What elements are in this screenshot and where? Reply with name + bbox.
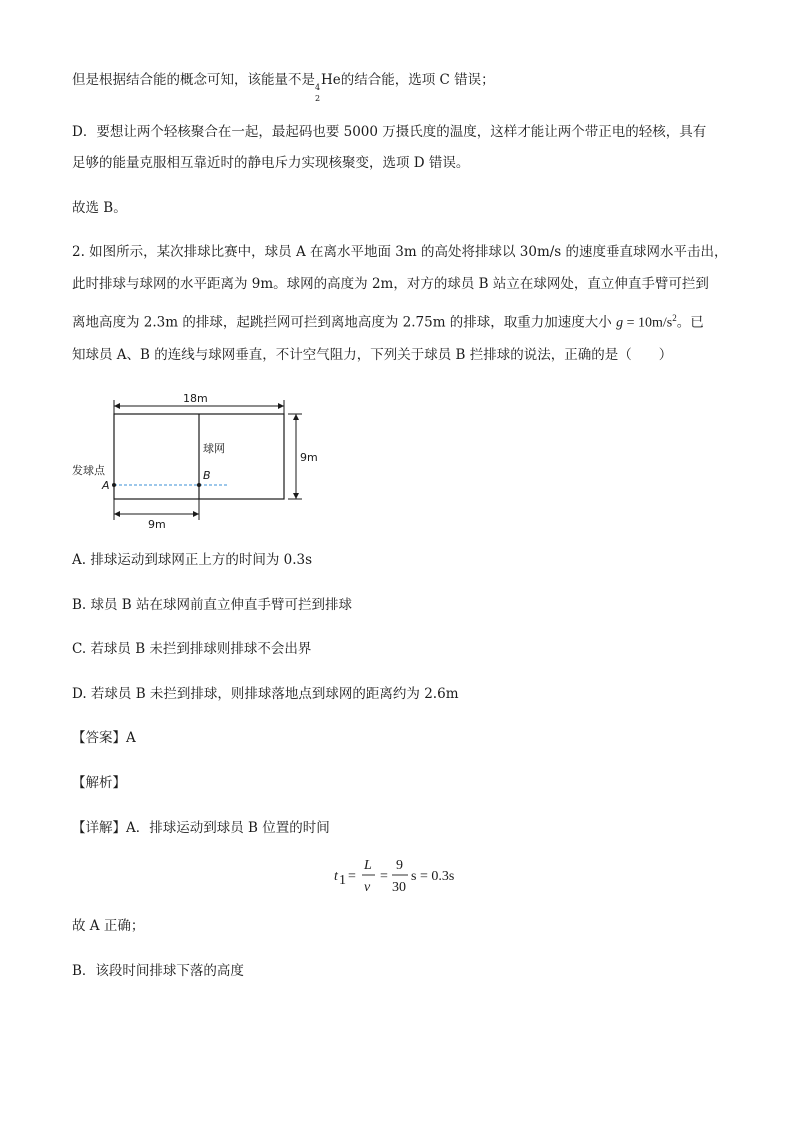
right-arrow-up-icon bbox=[293, 414, 299, 420]
answer-label: 【答案】A bbox=[72, 730, 136, 746]
detail-line: 【详解】A．排球运动到球员 B 位置的时间 bbox=[72, 820, 330, 836]
formula-eq-2: = bbox=[380, 869, 388, 884]
point-b-label: B bbox=[203, 469, 211, 482]
option-b-detail: B．该段时间排球下落的高度 bbox=[72, 963, 244, 979]
option-b: B. 球员 B 站在球网前直立伸直手臂可拦到排球 bbox=[72, 597, 353, 613]
choice-conclusion: 故选 B。 bbox=[72, 200, 127, 216]
question-line-1: 2. 如图所示，某次排球比赛中，球员 A 在离水平地面 3m 的高处将排球以 30m/s 的速度垂直球网水平击出， bbox=[72, 244, 728, 260]
bottom-arrow-left-icon bbox=[114, 511, 120, 517]
right-arrow-down-icon bbox=[293, 493, 299, 499]
question-line-2: 此时排球与球网的水平距离为 9m。球网的高度为 2m，对方的球员 B 站立在球网处，直立伸直手臂可拦到 bbox=[72, 276, 709, 292]
bottom-arrow-right-icon bbox=[193, 511, 199, 517]
net-label: 球网 bbox=[203, 442, 225, 455]
formula-frac2-den: 30 bbox=[392, 880, 406, 895]
time-formula bbox=[330, 852, 470, 898]
top-arrow-right-icon bbox=[278, 403, 284, 409]
question-line-3 bbox=[72, 308, 704, 334]
option-c: C. 若球员 B 未拦到排球则排球不会出界 bbox=[72, 641, 312, 657]
option-d: D. 若球员 B 未拦到排球，则排球落地点到球网的距离约为 2.6m bbox=[72, 686, 459, 702]
analysis-label: 【解析】 bbox=[72, 775, 126, 791]
point-a-label: A bbox=[102, 479, 110, 492]
serve-point-label: 发球点 bbox=[72, 464, 105, 477]
option-d-explanation-2: 足够的能量克服相互靠近时的静电斥力实现核聚变，选项 D 错误。 bbox=[72, 155, 470, 171]
right-dimension-label: 9m bbox=[300, 451, 318, 464]
point-b-dot bbox=[197, 483, 201, 487]
text-line-1-a: 但是根据结合能的概念可知，该能量不是 bbox=[72, 72, 315, 88]
question-line-3-a: 离地高度为 2.3m 的排球，起跳拦网可拦到离地高度为 2.75m 的排球，取重力加速度大小 bbox=[72, 314, 612, 331]
option-a: A. 排球运动到球网正上方的时间为 0.3s bbox=[72, 552, 313, 568]
question-line-4: 知球员 A、B 的连线与球网垂直，不计空气阻力，下列关于球员 B 拦排球的说法，正确的是（ ） bbox=[72, 347, 673, 363]
court-diagram bbox=[70, 386, 330, 532]
text-line-1 bbox=[72, 70, 495, 103]
gravity-exponent: 2 bbox=[672, 313, 677, 323]
formula-eq-1: = bbox=[348, 869, 356, 884]
conclusion-a: 故 A 正确； bbox=[72, 918, 145, 934]
text-line-1-b: 的结合能，选项 C 错误； bbox=[340, 72, 495, 88]
formula-lhs-sub: 1 bbox=[339, 873, 346, 888]
top-arrow-left-icon bbox=[114, 403, 120, 409]
formula-tail: s = 0.3s bbox=[411, 869, 455, 884]
isotope-mass-number: 4 bbox=[315, 83, 321, 92]
question-line-3-b: 。已 bbox=[676, 314, 704, 331]
formula-frac1-num: L bbox=[364, 858, 372, 873]
bottom-dimension-label: 9m bbox=[148, 518, 166, 531]
formula-lhs: t bbox=[334, 869, 338, 884]
formula-frac1-den: v bbox=[364, 880, 371, 895]
gravity-value: = 10m/s bbox=[623, 315, 673, 331]
option-d-explanation-1: D．要想让两个轻核聚合在一起，最起码也要 5000 万摄氏度的温度，这样才能让两个带正电的轻核，具有 bbox=[72, 124, 707, 140]
gravity-symbol: g bbox=[616, 315, 624, 331]
point-a-dot bbox=[112, 483, 116, 487]
isotope-atomic-number: 2 bbox=[315, 94, 321, 103]
element-symbol: He bbox=[321, 72, 341, 88]
top-dimension-label: 18m bbox=[183, 392, 208, 405]
formula-frac2-num: 9 bbox=[396, 858, 403, 873]
